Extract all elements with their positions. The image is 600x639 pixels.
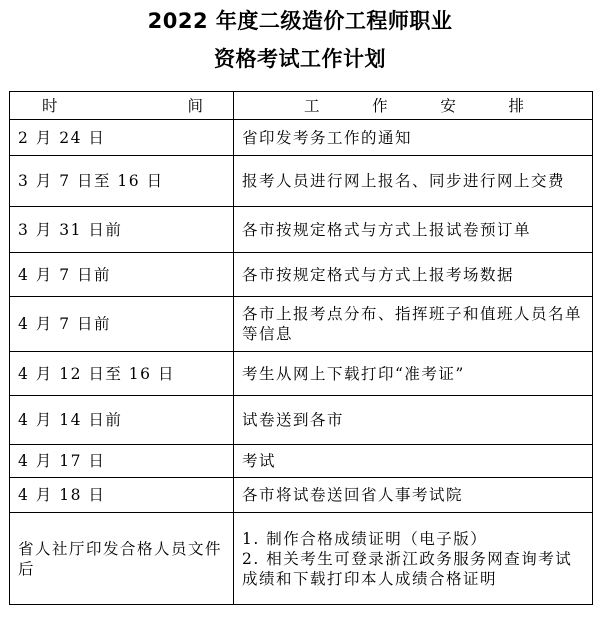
time-cell: 4 月 7 日前 [10,297,234,352]
schedule-table [9,91,593,605]
table-row [10,513,593,605]
header-work-char: 安 [440,96,456,115]
table-row [10,478,593,513]
table-row [10,207,593,253]
document-title-line-1: 2022 年度二级造价工程师职业 [147,9,453,33]
time-cell: 4 月 14 日前 [10,396,234,445]
header-time [10,92,234,120]
work-cell: 各市上报考点分布、指挥班子和值班人员名单等信息 [234,297,593,352]
table-row [10,156,593,207]
work-cell [234,513,593,605]
header-work-char: 作 [372,96,388,115]
header-time-char: 时 [42,96,58,115]
table-row [10,120,593,156]
header-work-char: 工 [304,96,320,115]
time-cell: 3 月 7 日至 16 日 [10,156,234,207]
table-row [10,253,593,297]
work-cell: 省印发考务工作的通知 [234,120,593,156]
time-cell: 4 月 17 日 [10,445,234,478]
time-cell: 省人社厅印发合格人员文件后 [10,513,234,605]
work-cell: 考试 [234,445,593,478]
work-item: 1. 制作合格成绩证明（电子版） [242,529,488,548]
table-row [10,445,593,478]
work-cell: 考生从网上下载打印“准考证” [234,352,593,396]
header-time-char: 间 [187,96,203,115]
table-row [10,352,593,396]
header-work-char: 排 [508,96,524,115]
document-title-line-2: 资格考试工作计划 [214,47,386,71]
work-cell: 各市按规定格式与方式上报试卷预订单 [234,207,593,253]
time-cell: 4 月 18 日 [10,478,234,513]
time-cell: 3 月 31 日前 [10,207,234,253]
time-cell: 2 月 24 日 [10,120,234,156]
table-row [10,396,593,445]
work-cell: 试卷送到各市 [234,396,593,445]
work-cell: 各市将试卷送回省人事考试院 [234,478,593,513]
table-header-row [10,92,593,120]
table-row [10,297,593,352]
work-item: 2. 相关考生可登录浙江政务服务网查询考试成绩和下载打印本人成绩合格证明 [242,549,573,588]
work-cell: 报考人员进行网上报名、同步进行网上交费 [234,156,593,207]
time-cell: 4 月 12 日至 16 日 [10,352,234,396]
work-cell: 各市按规定格式与方式上报考场数据 [234,253,593,297]
header-work [234,92,593,120]
time-cell: 4 月 7 日前 [10,253,234,297]
